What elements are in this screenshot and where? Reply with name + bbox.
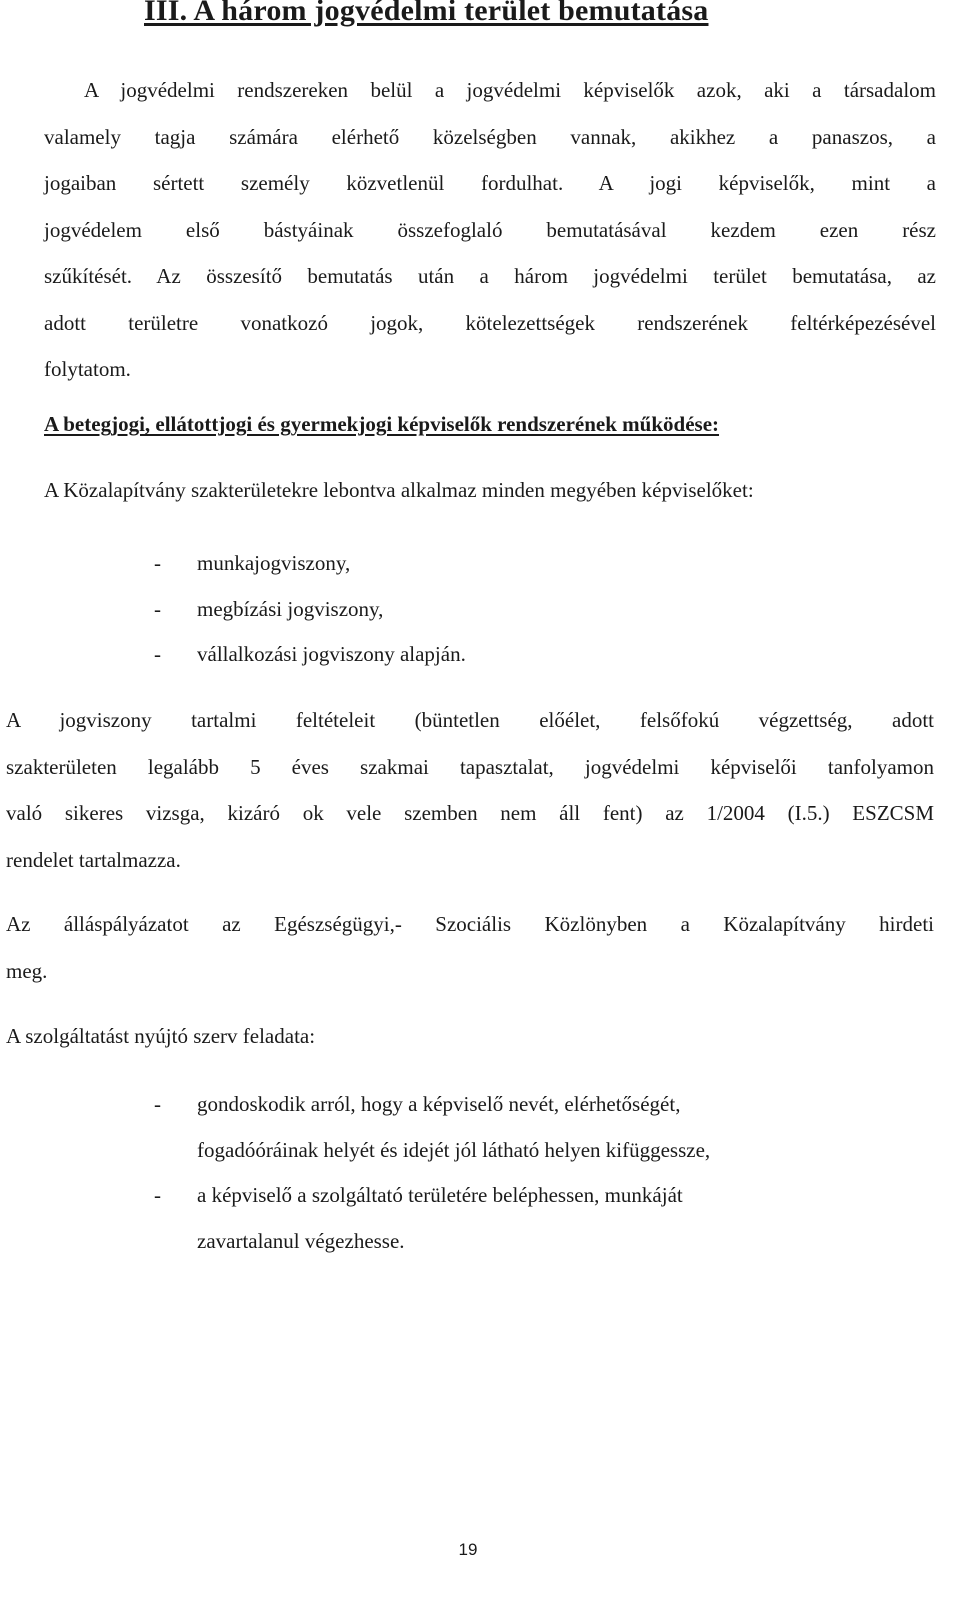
- provider-heading: A szolgáltatást nyújtó szerv feladata:: [6, 1024, 316, 1048]
- list-item-text: fogadóóráinak helyét és idejét jól látható helyen kifüggessze,: [197, 1137, 711, 1162]
- dash-marker: -: [154, 1183, 161, 1207]
- list-item: [154, 1082, 710, 1173]
- intro-line: jogvédelem első bástyáinak összefoglaló bemutatásával kezdem ezen rész: [44, 217, 936, 242]
- intro-line: szűkítését. Az összesítő bemutatás után a három jogvédelmi terület bemutatása, az: [44, 264, 936, 288]
- conditions-line: A jogviszony tartalmi feltételeit (büntetlen előélet, felsőfokú végzettség, adott: [6, 708, 934, 732]
- conditions-paragraph: [6, 697, 934, 883]
- conditions-line: rendelet tartalmazza.: [6, 847, 181, 872]
- announcement-line: meg.: [6, 958, 48, 983]
- list-item-text: zavartalanul végezhesse.: [197, 1228, 405, 1253]
- dash-marker: -: [154, 551, 161, 575]
- list-item: [154, 587, 466, 633]
- list-item-text: munkajogviszony,: [197, 551, 351, 575]
- dash-marker: -: [154, 642, 161, 666]
- conditions-line: szakterületen legalább 5 éves szakmai tapasztalat, jogvédelmi képviselői tanfolyamon: [6, 754, 934, 779]
- intro-line: jogaiban sértett személy közvetlenül fordulhat. A jogi képviselők, mint a: [44, 171, 936, 195]
- list-item-text: megbízási jogviszony,: [197, 596, 384, 621]
- provider-duties-list: [154, 1082, 710, 1264]
- intro-paragraph: [44, 67, 936, 393]
- section-subheading: A betegjogi, ellátottjogi és gyermekjogi képviselők rendszerének működése:: [44, 412, 720, 436]
- dash-marker: -: [154, 1092, 161, 1116]
- intro-line: A jogvédelmi rendszereken belül a jogvédelmi képviselők azok, aki a társadalom: [84, 78, 936, 102]
- page-title: III. A három jogvédelmi terület bemutatása: [144, 0, 709, 27]
- announcement-line: Az álláspályázatot az Egészségügyi,- Szociális Közlönyben a Közalapítvány hirdeti: [6, 912, 934, 936]
- page-number: 19: [458, 1540, 478, 1559]
- intro-line: adott területre vonatkozó jogok, kötelezettségek rendszerének feltérképezésével: [44, 310, 936, 335]
- announcement-paragraph: [6, 901, 934, 994]
- employment-intro: A Közalapítvány szakterületekre lebontva alkalmaz minden megyében képviselőket:: [44, 478, 754, 502]
- list-item: [154, 541, 466, 587]
- intro-line: folytatom.: [44, 357, 131, 381]
- employment-type-list: [154, 541, 466, 678]
- dash-marker: -: [154, 596, 161, 621]
- list-item: [154, 1173, 710, 1264]
- conditions-line: való sikeres vizsga, kizáró ok vele szemben nem áll fent) az 1/2004 (I.5.) ESZCSM: [6, 801, 934, 825]
- list-item-text: gondoskodik arról, hogy a képviselő nevét, elérhetőségét,: [197, 1092, 681, 1116]
- list-item: [154, 632, 466, 678]
- intro-line: valamely tagja számára elérhető közelségben vannak, akikhez a panaszos, a: [44, 124, 936, 149]
- list-item-text: a képviselő a szolgáltató területére beléphessen, munkáját: [197, 1183, 683, 1207]
- list-item-text: vállalkozási jogviszony alapján.: [197, 642, 466, 666]
